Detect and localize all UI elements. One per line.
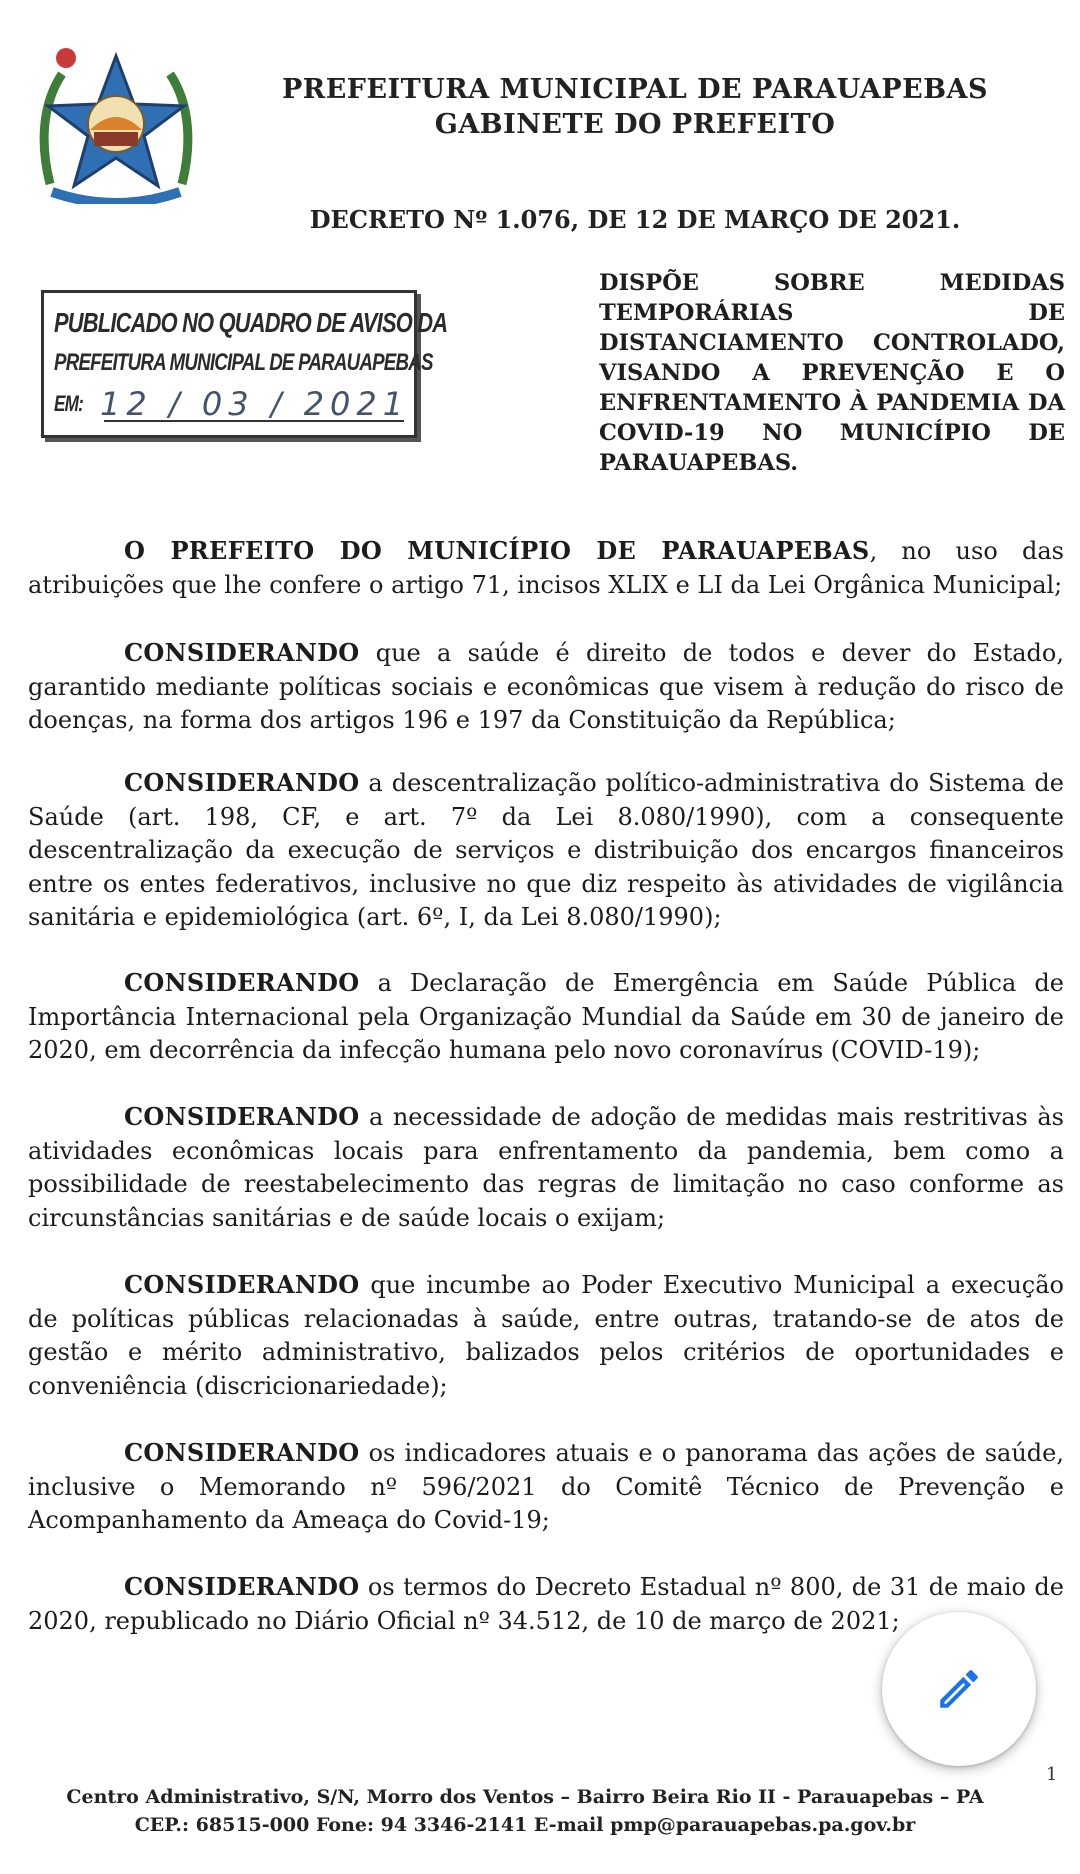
paragraph-text: que incumbe ao Poder Executivo Municipal a execução de políticas públicas relacionadas à saúde, entre outras, tratando-se de atos de gestão e mérito administrativo, balizados pelos critérios de oportunidades e conveniência (discricionariedade); (28, 1271, 1064, 1400)
page-number: 1 (1046, 1764, 1058, 1785)
decree-number: DECRETO Nº 1.076, DE 12 DE MARÇO DE 2021. (309, 205, 961, 234)
municipal-crest-logo (32, 44, 200, 204)
stamp-line-1: PUBLICADO NO QUADRO DE AVISO DA (54, 307, 448, 338)
paragraph-lead: CONSIDERANDO (124, 1438, 360, 1467)
paragraph-lead: CONSIDERANDO (124, 638, 360, 667)
header-title: PREFEITURA MUNICIPAL DE PARAUAPEBAS (281, 74, 989, 105)
footer-contact: CEP.: 68515-000 Fone: 94 3346-2141 E-mail pmp@parauapebas.pa.gov.br (134, 1814, 916, 1836)
stamp-underline (104, 420, 404, 422)
paragraph-lead: CONSIDERANDO (124, 1102, 360, 1131)
paragraph-text: que a saúde é direito de todos e dever do Estado, garantido mediante políticas sociais e econômicas que visem à redução do risco de doenças, na forma dos artigos 196 e 197 da Constituição da República; (28, 639, 1064, 734)
edit-fab-button[interactable] (882, 1612, 1036, 1766)
paragraph-lead: CONSIDERANDO (124, 1572, 360, 1601)
paragraph-text: os indicadores atuais e o panorama das ações de saúde, inclusive o Memorando nº 596/2021 do Comitê Técnico de Prevenção e Acompanhamento da Ameaça do Covid-19; (28, 1439, 1064, 1534)
paragraph-preamble (28, 534, 1064, 602)
footer-address: Centro Administrativo, S/N, Morro dos Ventos – Bairro Beira Rio II - Parauapebas – PA (66, 1786, 984, 1808)
paragraph-considerando (28, 1268, 1064, 1403)
paragraph-text: a descentralização político-administrativa do Sistema de Saúde (art. 198, CF, e art. 7º da Lei 8.080/1990), com a consequente descentralização da execução de serviços e distribuição dos encargos financeiros entre os entes federativos, inclusive no que diz respeito às atividades de vigilância sanitária e epidemiológica (art. 6º, I, da Lei 8.080/1990); (28, 769, 1064, 931)
paragraph-lead: CONSIDERANDO (124, 968, 360, 997)
stamp-label: EM: (54, 391, 84, 416)
stamp-handwritten-date: 12 / 03 / 2021 (100, 385, 410, 423)
paragraph-text: a Declaração de Emergência em Saúde Pública de Importância Internacional pela Organização Mundial da Saúde em 30 de janeiro de 2020, em decorrência da infecção humana pelo novo coronavírus (COVID-19); (28, 969, 1064, 1064)
paragraph-considerando (28, 966, 1064, 1068)
paragraph-considerando (28, 1570, 1064, 1638)
pencil-icon (934, 1664, 984, 1714)
paragraph-considerando (28, 636, 1064, 738)
paragraph-lead: O PREFEITO DO MUNICÍPIO DE PARAUAPEBAS (124, 536, 870, 565)
paragraph-text: a necessidade de adoção de medidas mais restritivas às atividades econômicas locais para enfrentamento da pandemia, bem como a possibilidade de reestabelecimento das regras de limitação no caso conforme as circunstâncias sanitárias e de saúde locais o exijam; (28, 1103, 1064, 1232)
paragraph-text: os termos do Decreto Estadual nº 800, de 31 de maio de 2020, republicado no Diário Oficial nº 34.512, de 10 de março de 2021; (28, 1573, 1064, 1635)
paragraph-considerando (28, 766, 1064, 935)
paragraph-considerando (28, 1436, 1064, 1538)
paragraph-considerando (28, 1100, 1064, 1235)
decree-summary: DISPÕE SOBRE MEDIDAS TEMPORÁRIAS DE DISTANCIAMENTO CONTROLADO, VISANDO A PREVENÇÃO E O ENFRENTAMENTO À PANDEMIA DA COVID-19 NO MUNICÍPIO DE PARAUAPEBAS. (599, 270, 1065, 476)
paragraph-text: , no uso das atribuições que lhe confere o artigo 71, incisos XLIX e LI da Lei Orgânica Municipal; (28, 537, 1064, 599)
header-subtitle: GABINETE DO PREFEITO (434, 109, 836, 140)
publication-stamp (41, 290, 448, 438)
paragraph-lead: CONSIDERANDO (124, 1270, 360, 1299)
paragraph-lead: CONSIDERANDO (124, 768, 360, 797)
stamp-line-2: PREFEITURA MUNICIPAL DE PARAUAPEBAS (54, 349, 433, 376)
